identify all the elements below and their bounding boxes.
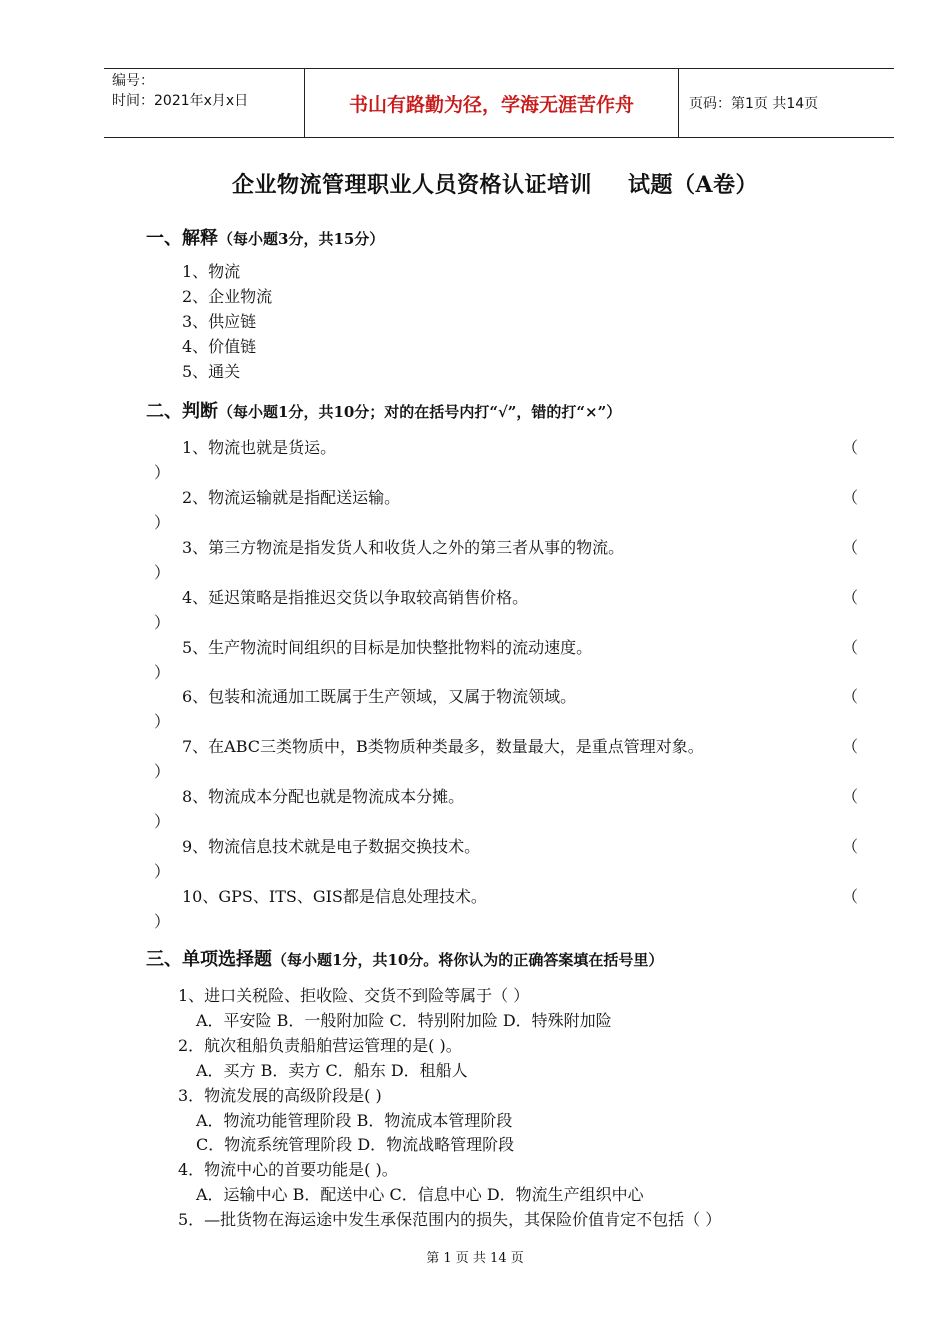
choice-options: A．买方 B．卖方 C．船东 D．租船人	[196, 1061, 468, 1080]
answer-open-paren: （	[842, 737, 859, 756]
choice-options: A．物流功能管理阶段 B．物流成本管理阶段	[196, 1111, 513, 1130]
answer-close-paren: ）	[154, 513, 171, 532]
section-3-note: （每小题1分，共10分。将你认为的正确答案填在括号里）	[272, 951, 664, 969]
answer-open-paren: （	[842, 488, 859, 507]
section-1-item: 2、企业物流	[182, 287, 273, 306]
judge-question: 3、第三方物流是指发货人和收货人之外的第三者从事的物流。	[182, 538, 625, 557]
answer-close-paren: ）	[154, 762, 171, 781]
judge-question: 8、物流成本分配也就是物流成本分摊。	[182, 787, 465, 806]
judge-question: 6、包装和流通加工既属于生产领域，又属于物流领域。	[182, 687, 577, 706]
judge-question: 7、在ABC三类物质中，B类物质种类最多，数量最大，是重点管理对象。	[182, 737, 704, 756]
title-sub: 试题（A卷）	[627, 172, 759, 198]
answer-close-paren: ）	[154, 862, 171, 881]
choice-options: A．平安险 B．一般附加险 C．特别附加险 D．特殊附加险	[196, 1011, 612, 1030]
answer-open-paren: （	[842, 638, 859, 657]
judge-question: 4、延迟策略是指推迟交货以争取较高销售价格。	[182, 588, 529, 607]
header-table	[104, 68, 894, 138]
choice-options: A．运输中心 B．配送中心 C．信息中心 D．物流生产组织中心	[196, 1185, 644, 1204]
time-label: 时间：2021年x月x日	[112, 93, 249, 109]
judge-question: 2、物流运输就是指配送运输。	[182, 488, 401, 507]
choice-question: 3．物流发展的高级阶段是( )	[178, 1086, 382, 1105]
answer-open-paren: （	[842, 538, 859, 557]
answer-open-paren: （	[842, 588, 859, 607]
answer-close-paren: ）	[154, 912, 171, 931]
answer-close-paren: ）	[154, 463, 171, 482]
title-main: 企业物流管理职业人员资格认证培训	[231, 172, 592, 198]
answer-open-paren: （	[842, 787, 859, 806]
section-1-item: 1、物流	[182, 262, 241, 281]
answer-open-paren: （	[842, 687, 859, 706]
section-2-heading: 二、判断（每小题1分，共10分；对的在括号内打“√”，错的打“×”）	[146, 401, 622, 422]
choice-question: 2．航次租船负责船舶营运管理的是( )。	[178, 1036, 462, 1055]
choice-options: C．物流系统管理阶段 D．物流战略管理阶段	[196, 1135, 515, 1154]
answer-close-paren: ）	[154, 712, 171, 731]
section-1-note: （每小题3分，共15分）	[218, 230, 385, 248]
answer-close-paren: ）	[154, 812, 171, 831]
section-1-heading: 一、解释（每小题3分，共15分）	[146, 228, 385, 249]
document-title	[0, 168, 950, 199]
page-footer: 第 1 页 共 14 页	[426, 1251, 524, 1266]
answer-close-paren: ）	[154, 613, 171, 632]
answer-open-paren: （	[842, 438, 859, 457]
judge-question: 5、生产物流时间组织的目标是加快整批物料的流动速度。	[182, 638, 593, 657]
judge-question: 10、GPS、ITS、GIS都是信息处理技术。	[182, 887, 487, 906]
header-motto: 书山有路勤为径，学海无涯苦作舟	[305, 69, 679, 137]
judge-question: 9、物流信息技术就是电子数据交换技术。	[182, 837, 481, 856]
section-1-item: 5、通关	[182, 362, 241, 381]
choice-question: 4．物流中心的首要功能是( )。	[178, 1160, 398, 1179]
header-page-label: 页码：第1页 共14页	[689, 96, 819, 112]
answer-open-paren: （	[842, 837, 859, 856]
judge-question: 1、物流也就是货运。	[182, 438, 337, 457]
section-1-item: 4、价值链	[182, 337, 257, 356]
choice-question: 5．—批货物在海运途中发生承保范围内的损失，其保险价值肯定不包括（ ）	[178, 1210, 722, 1229]
answer-open-paren: （	[842, 887, 859, 906]
header-info-cell	[104, 69, 305, 137]
section-2-note: （每小题1分，共10分；对的在括号内打“√”，错的打“×”）	[218, 403, 622, 421]
answer-close-paren: ）	[154, 663, 171, 682]
choice-question: 1、进口关税险、拒收险、交货不到险等属于（ ）	[178, 986, 530, 1005]
section-1-item: 3、供应链	[182, 312, 257, 331]
answer-close-paren: ）	[154, 563, 171, 582]
section-3-heading: 三、单项选择题（每小题1分，共10分。将你认为的正确答案填在括号里）	[146, 949, 664, 970]
code-label: 编号：	[112, 73, 154, 89]
